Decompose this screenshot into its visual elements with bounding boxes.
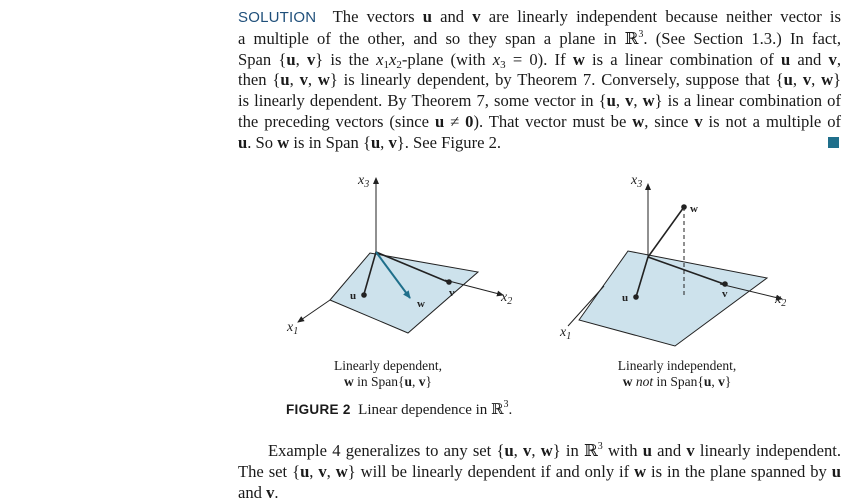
left-caption	[318, 358, 458, 390]
left-w-label: w	[417, 298, 425, 310]
right-point-v	[722, 281, 728, 287]
right-point-u	[633, 294, 639, 300]
right-caption-line1: Linearly independent,	[617, 358, 737, 373]
right-x1-label: x	[560, 325, 567, 340]
solution-line: The vectors u and v are linearly independent because neither vector is	[332, 7, 842, 26]
left-panel	[286, 173, 512, 337]
solution-line: Span {u, v} is the $x_1x_2$-plane (with $x_3 = 0$). If w is a linear combination of u and v,	[238, 49, 841, 71]
svg-text:x1: $x_1$	[560, 325, 572, 342]
solution-line: then {u, v, w} is linearly dependent, by Theorem 7. Conversely, suppose that {u, v, w}	[238, 70, 842, 90]
left-x1-axis	[298, 300, 330, 322]
example-line: and v.	[238, 482, 279, 502]
left-x2-label: x	[501, 290, 508, 305]
figure-number: FIGURE 2	[286, 402, 351, 417]
left-caption-line2: w in Span{u, v}	[344, 374, 432, 389]
solution-line: the preceding vectors (since u ≠ 0). That vector must be w, since v is not a multiple of	[238, 111, 842, 131]
left-u-label: u	[350, 290, 357, 302]
left-point-v	[446, 279, 452, 285]
right-caption	[592, 358, 762, 390]
svg-text:x3: $x_3$	[631, 173, 643, 190]
right-x2-label: x	[775, 292, 782, 307]
right-v-label: v	[722, 288, 728, 300]
right-panel	[559, 173, 786, 346]
example-paragraph	[238, 441, 841, 503]
solution-line: a multiple of the other, and so they span a plane in ℝ$^3$. (See Section 1.3.) In fact,	[238, 28, 842, 48]
svg-text:x3: $x_3$	[358, 173, 370, 190]
left-x3-label: x	[358, 173, 365, 188]
svg-text:x2: $x_2$	[501, 290, 513, 307]
right-x3-label: x	[631, 173, 638, 188]
svg-text:x1: $x_1$	[287, 320, 299, 337]
right-vector-w	[648, 207, 684, 257]
left-x1-label: x	[287, 320, 294, 335]
solution-line: u. So w is in Span {u, v}. See Figure 2.	[238, 132, 502, 152]
right-caption-line2: w not in Span{u, v}	[622, 374, 732, 389]
example-line: The set {u, v, w} will be linearly dependent if and only if w is in the plane spanned by u	[238, 461, 841, 481]
right-u-label: u	[622, 292, 629, 304]
solution-line: is linearly dependent. By Theorem 7, some vector in {u, v, w} is a linear combination of	[238, 91, 841, 111]
figure-title: Linear dependence in ℝ$^3$.	[358, 399, 513, 418]
example-line: Example 4 generalizes to any set {u, v, w} in ℝ$^3$ with u and v linearly independent.	[268, 441, 842, 460]
right-w-label: w	[690, 203, 698, 215]
right-point-w	[681, 204, 687, 210]
left-point-u	[361, 292, 367, 298]
svg-text:x2: $x_2$	[775, 292, 787, 309]
figure-caption	[286, 400, 512, 419]
left-v-label: v	[449, 287, 455, 299]
left-caption-line1: Linearly dependent,	[334, 358, 442, 373]
solution-label: SOLUTION	[238, 9, 317, 26]
